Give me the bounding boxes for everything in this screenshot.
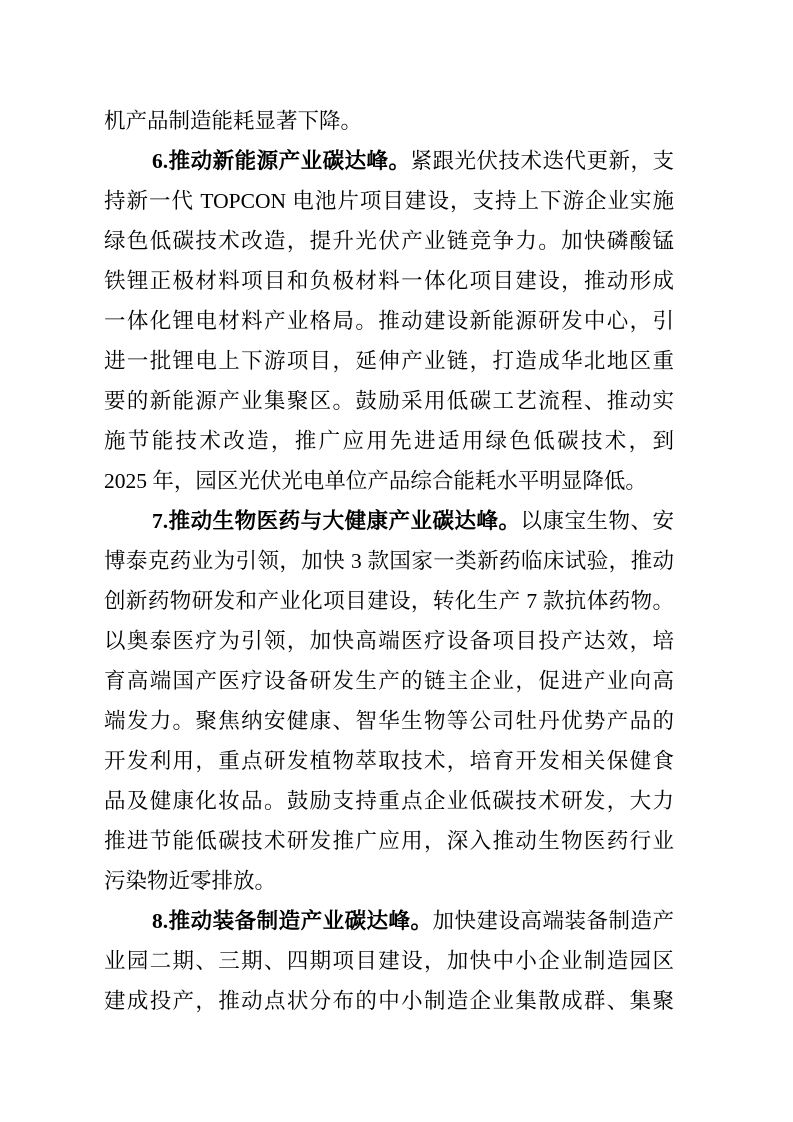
text-line bbox=[104, 861, 674, 901]
text-run: 污染物近零排放。 bbox=[104, 869, 277, 893]
text-run: 推进节能低碳技术研发推广应用，深入推动生物医药行业 bbox=[104, 829, 674, 853]
text-line bbox=[104, 341, 674, 381]
text-run: 育高端国产医疗设备研发生产的链主企业，促进产业向高 bbox=[104, 669, 674, 693]
text-line bbox=[104, 901, 674, 941]
text-line bbox=[104, 741, 674, 781]
text-run: 以康宝生物、安 bbox=[520, 509, 674, 533]
text-line bbox=[104, 621, 674, 661]
text-run: 紧跟光伏技术迭代更新，支 bbox=[410, 149, 674, 173]
text-block bbox=[104, 101, 674, 1021]
text-line bbox=[104, 221, 674, 261]
text-run: 要的新能源产业集聚区。鼓励采用低碳工艺流程、推动实 bbox=[104, 389, 674, 413]
text-run: 一体化锂电材料产业格局。推动建设新能源研发中心，引 bbox=[104, 309, 674, 333]
text-run: 端发力。聚焦纳安健康、智华生物等公司牡丹优势产品的 bbox=[104, 709, 674, 733]
text-line bbox=[104, 821, 674, 861]
text-line bbox=[104, 461, 674, 501]
text-line bbox=[104, 181, 674, 221]
text-run: 业园二期、三期、四期项目建设，加快中小企业制造园区 bbox=[104, 949, 674, 973]
paragraph-item-7-biomedicine-health-industry bbox=[104, 501, 674, 901]
text-run: 创新药物研发和产业化项目建设，转化生产 7 款抗体药物。 bbox=[104, 589, 674, 613]
text-line bbox=[104, 261, 674, 301]
text-run: 铁锂正极材料项目和负极材料一体化项目建设，推动形成 bbox=[104, 269, 674, 293]
heading-run: 6.推动新能源产业碳达峰。 bbox=[152, 149, 411, 173]
heading-run: 8.推动装备制造产业碳达峰。 bbox=[152, 909, 433, 933]
text-line bbox=[104, 941, 674, 981]
text-run: 进一批锂电上下游项目，延伸产业链，打造成华北地区重 bbox=[104, 349, 674, 373]
paragraph-item-6-new-energy-industry bbox=[104, 141, 674, 501]
text-run: 机产品制造能耗显著下降。 bbox=[104, 109, 363, 133]
paragraph-continuation-from-previous-page bbox=[104, 101, 674, 141]
text-line bbox=[104, 421, 674, 461]
text-run: 建成投产，推动点状分布的中小制造企业集散成群、集聚 bbox=[104, 989, 674, 1013]
text-run: 绿色低碳技术改造，提升光伏产业链竞争力。加快磷酸锰 bbox=[104, 229, 674, 253]
text-run: 开发利用，重点研发植物萃取技术，培育开发相关保健食 bbox=[104, 749, 674, 773]
text-line bbox=[104, 541, 674, 581]
text-line bbox=[104, 781, 674, 821]
text-run: 2025 年，园区光伏光电单位产品综合能耗水平明显降低。 bbox=[104, 469, 647, 493]
text-run: 施节能技术改造，推广应用先进适用绿色低碳技术，到 bbox=[104, 429, 674, 453]
heading-run: 7.推动生物医药与大健康产业碳达峰。 bbox=[152, 509, 521, 533]
text-line bbox=[104, 981, 674, 1021]
text-line bbox=[104, 661, 674, 701]
paragraph-item-8-equipment-manufacturing-industry bbox=[104, 901, 674, 1021]
text-run: 品及健康化妆品。鼓励支持重点企业低碳技术研发，大力 bbox=[104, 789, 674, 813]
text-line bbox=[104, 381, 674, 421]
text-run: 以奥泰医疗为引领，加快高端医疗设备项目投产达效，培 bbox=[104, 629, 674, 653]
text-line bbox=[104, 141, 674, 181]
text-line bbox=[104, 701, 674, 741]
text-line bbox=[104, 301, 674, 341]
text-line bbox=[104, 101, 674, 141]
text-line bbox=[104, 581, 674, 621]
text-run: 加快建设高端装备制造产 bbox=[432, 909, 674, 933]
text-run: 博泰克药业为引领，加快 3 款国家一类新药临床试验，推动 bbox=[104, 549, 674, 573]
text-run: 持新一代 TOPCON 电池片项目建设，支持上下游企业实施 bbox=[104, 189, 674, 213]
text-line bbox=[104, 501, 674, 541]
